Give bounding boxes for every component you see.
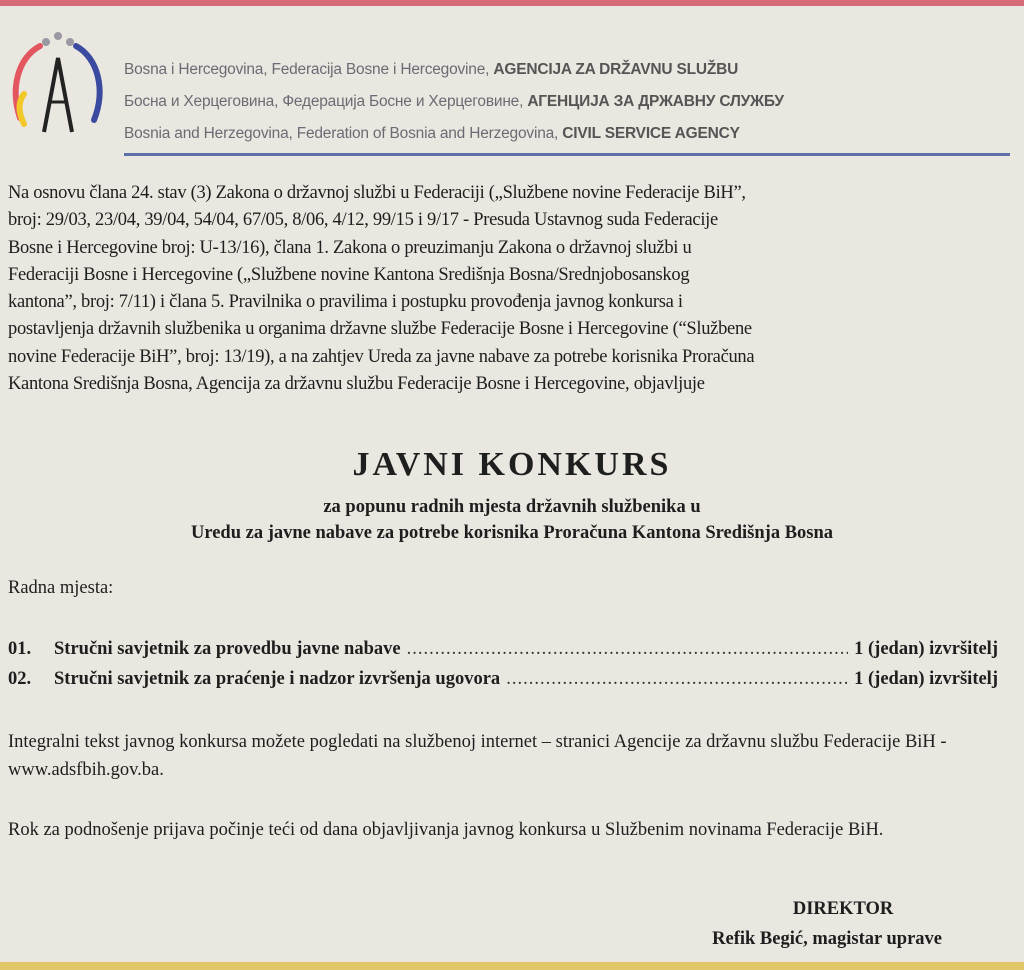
intro-line: Bosne i Hercegovine broj: U-13/16), člana 1. Zakona o preuzimanju Zakona o državnoj službi u (8, 237, 692, 258)
position-title: Stručni savjetnik za praćenje i nadzor izvršenja ugovora (54, 669, 501, 689)
document-subtitle: Uredu za javne nabave za potrebe korisnika Proračuna Kantona Središnja Bosna (190, 523, 834, 543)
agency-line-lead: Босна и Херцеговина, Федерација Босне и Херцеговине, (124, 93, 524, 110)
position-count: 1 (jedan) izvršitelj (854, 669, 998, 689)
deadline-paragraph: Rok za podnošenje prijava počinje teći od dana objavljivanja javnog konkursa u Službenim novinama Federacije BiH. (8, 820, 884, 840)
intro-paragraph (8, 180, 1014, 398)
intro-line: kantona”, broj: 7/11) i člana 5. Pravilnika o pravilima i postupku provođenja javnog konkursa i (8, 292, 683, 313)
intro-line: Federaciji Bosne i Hercegovine („Službene novine Kantona Središnja Bosna/Srednjobosanskog (8, 264, 690, 285)
agency-line-lead: Bosnia and Herzegovina, Federation of Bosnia and Herzegovina, (124, 125, 559, 142)
position-count: 1 (jedan) izvršitelj (854, 639, 998, 659)
bottom-color-rule (0, 962, 1024, 970)
position-title: Stručni savjetnik za provedbu javne nabave (54, 639, 401, 659)
intro-line: postavljenja državnih službenika u organima državne službe Federacije Bosne i Hercegovine (“Službene (8, 319, 752, 340)
agency-line-lead: Bosna i Hercegovina, Federacija Bosne i Hercegovine, (124, 61, 490, 78)
position-number: 01. (8, 639, 32, 659)
intro-line: broj: 29/03, 23/04, 39/04, 54/04, 67/05, 8/06, 4/12, 99/15 i 9/17 - Presuda Ustavnog suda Federacije (8, 210, 718, 231)
agency-line-cyrillic (124, 86, 1004, 118)
integral-text-paragraph: Integralni tekst javnog konkursa možete pogledati na službenoj internet – stranici Agencije za državnu službu Federacije BiH - www.adsfbih.gov.ba. (8, 732, 947, 780)
agency-line-tail: CIVIL SERVICE AGENCY (562, 125, 740, 142)
agency-line-tail: AGENCIJA ZA DRŽAVNU SLUŽBU (493, 61, 739, 78)
document-title: JAVNI KONKURS (352, 446, 672, 483)
position-item (8, 664, 998, 694)
position-item (8, 634, 998, 664)
document-subtitle: za popunu radnih mjesta državnih službenika u (323, 497, 701, 517)
agency-name-lines (124, 54, 1004, 150)
agency-logo-icon (6, 28, 110, 148)
positions-heading: Radna mjesta: (8, 578, 114, 598)
intro-line: Na osnovu člana 24. stav (3) Zakona o državnoj službi u Federaciji („Službene novine Federacije BiH”, (8, 183, 746, 203)
signature-role: DIREKTOR (792, 899, 894, 919)
header-divider (124, 153, 1010, 156)
agency-line-english (124, 118, 1004, 150)
dot-leader (506, 664, 848, 694)
agency-header (0, 10, 1024, 170)
dot-leader (407, 634, 849, 664)
agency-line-latin (124, 54, 1004, 86)
signature-name: Refik Begić, magistar uprave (712, 929, 942, 949)
top-color-rule (0, 0, 1024, 6)
intro-line: Kantona Središnja Bosna, Agencija za državnu službu Federacije Bosne i Hercegovine, objavljuje (8, 374, 705, 395)
signature-block (712, 894, 958, 954)
positions-list (8, 634, 998, 694)
agency-line-tail: АГЕНЦИЈА ЗА ДРЖАВНУ СЛУЖБУ (527, 93, 784, 110)
position-number: 02. (8, 669, 32, 689)
intro-line: novine Federacije BiH”, broj: 13/19), a na zahtjev Ureda za javne nabave za potrebe korisnika Proračuna (8, 346, 755, 367)
